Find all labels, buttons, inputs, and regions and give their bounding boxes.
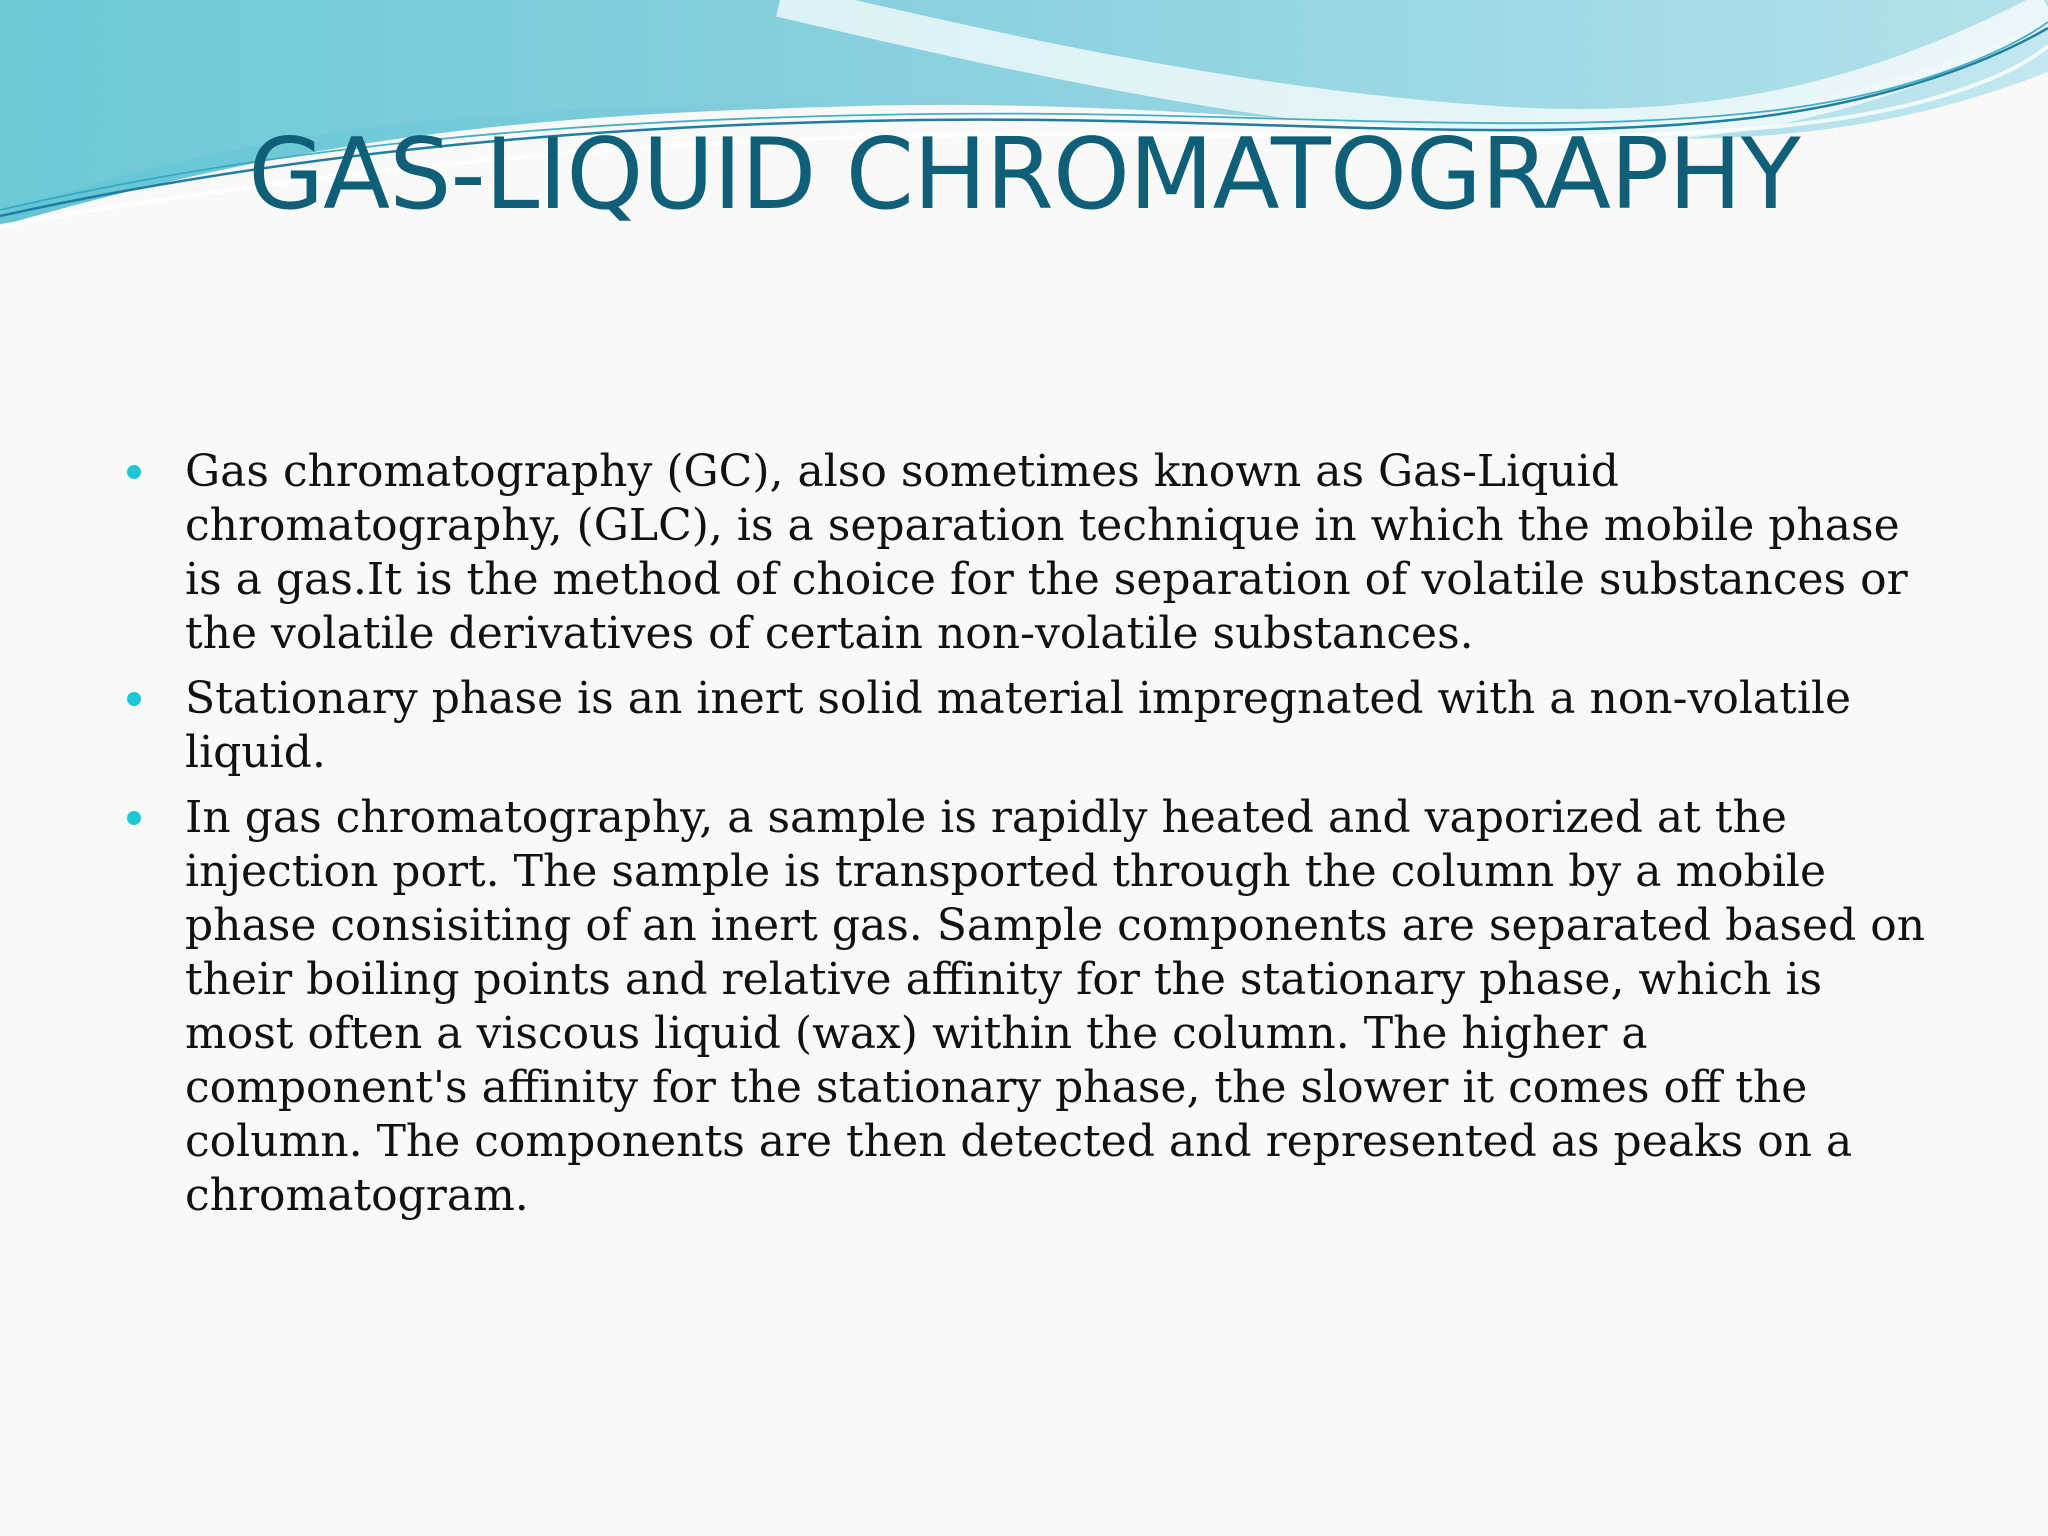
- bullet-text: Gas chromatography (GC), also sometimes known as Gas-Liquid chromatography, (GLC), is a separation technique in which the mobile phase is a gas.It is the method of choice for the separation of volatile substances or the volatile derivatives of certain non-volatile substances.: [185, 446, 1908, 659]
- bullet-dot-icon: [127, 811, 141, 825]
- bullet-list: [118, 445, 1930, 1234]
- bullet-item-3: [118, 791, 1930, 1223]
- bullet-item-1: [118, 445, 1930, 661]
- bullet-dot-icon: [127, 465, 141, 479]
- bullet-dot-icon: [127, 692, 141, 706]
- bullet-text: In gas chromatography, a sample is rapidly heated and vaporized at the injection port. The sample is transported through the column by a mobile phase consisiting of an inert gas. Sample components are separated based on their boiling points and relative affinity for the stationary phase, which is most often a viscous liquid (wax) within the column. The higher a component's affinity for the stationary phase, the slower it comes off the column. The components are then detected and represented as peaks on a chromatogram.: [185, 792, 1926, 1221]
- bullet-item-2: [118, 672, 1930, 780]
- slide-title: GAS-LIQUID CHROMATOGRAPHY: [248, 118, 1800, 232]
- bullet-text: Stationary phase is an inert solid material impregnated with a non-volatile liquid.: [185, 673, 1852, 778]
